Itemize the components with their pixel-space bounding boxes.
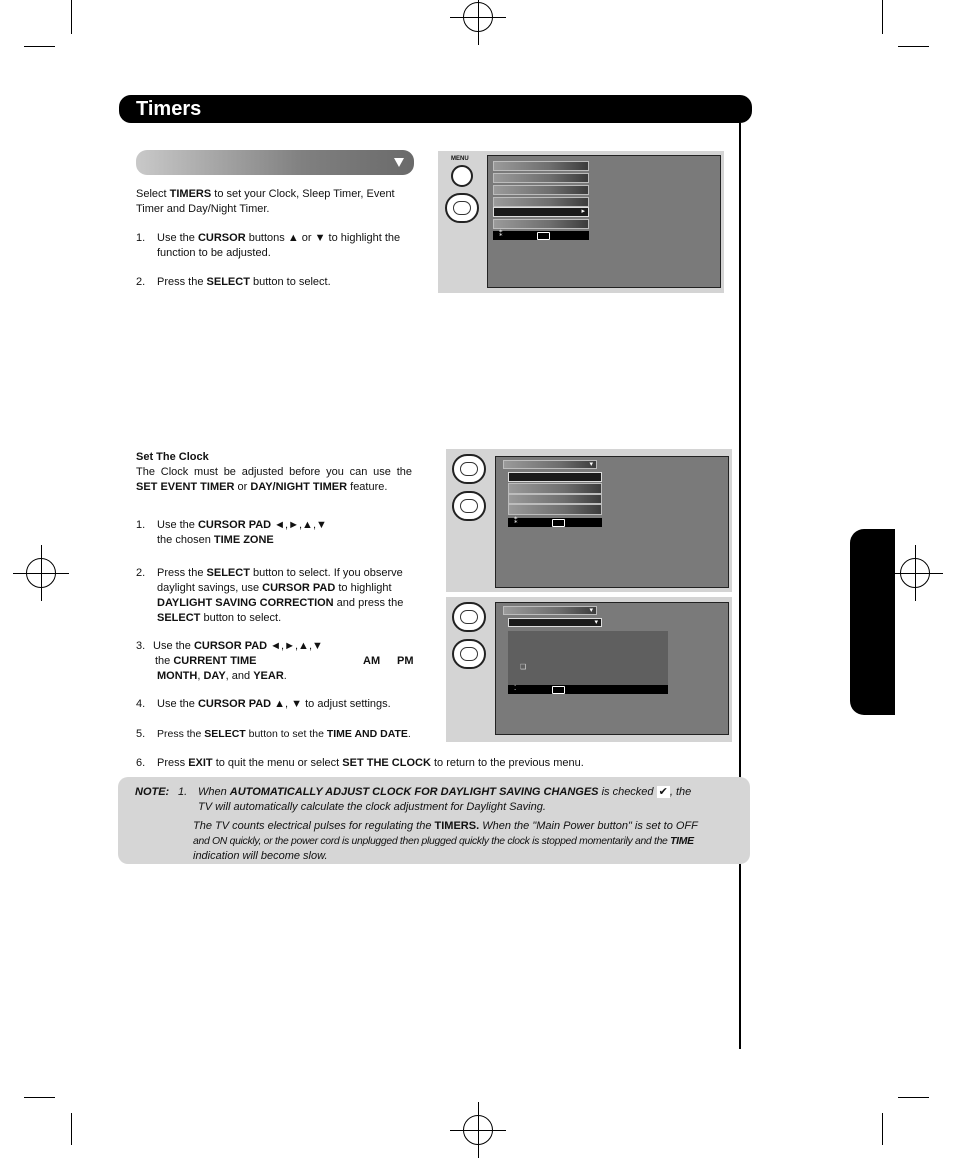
select-icon: ⁚ [514,685,517,692]
section2-intro: Set The Clock The Clock must be adjusted before you can use the SET EVENT TIMER or DAY/NIGHT TIMER feature. [136,451,412,493]
section1-step1: Use the CURSOR buttons ▲ or ▼ to highlight the function to be adjusted. [157,232,401,259]
dropdown-icon [394,158,404,167]
menu-row [493,197,589,207]
select-icon: ⁑ [499,231,503,238]
menu-row-highlighted [493,207,589,217]
dropdown-icon: ▾ [589,607,593,614]
screen-panel-time [446,597,732,742]
checkbox-icon: ❑ [520,664,527,671]
side-tab [850,529,895,715]
tv-screen [495,602,729,735]
menu-row [493,173,589,183]
menu-status-bar [508,685,668,694]
menu-row [493,219,589,229]
tv-screen [495,456,729,588]
step-number: 2. [136,276,146,288]
note-line5: indication will become slow. [193,850,328,862]
menu-row-highlighted [508,472,602,482]
tv-screen [487,155,721,288]
menu-row [508,483,602,494]
page-title: Timers [119,95,752,123]
select-icon: ⁑ [514,518,518,525]
section1-intro: Select TIMERS to set your Clock, Sleep Timer, Event Timer and Day/Night Timer. [136,188,395,215]
step-number: 1. [136,232,146,244]
menu-status-bar [508,518,602,527]
select-button-icon [452,639,486,669]
section2-step3: Use the CURSOR PAD ◄,►,▲,▼ the CURRENT TIME AM PM MONTH, DAY, and YEAR. [153,640,414,682]
vertical-rule [739,123,741,1049]
section2-step6: Press EXIT to quit the menu or select SET THE CLOCK to return to the previous menu. [157,757,584,769]
section2-step5: Press the SELECT button to set the TIME AND DATE. [157,728,411,740]
cursor-pad-icon [452,454,486,484]
menu-label: MENU [451,156,469,162]
step-number: 1. [136,519,146,531]
menu-row [508,504,602,515]
section2-step1: Use the CURSOR PAD ◄,►,▲,▼ the chosen TIME ZONE [157,519,327,546]
step-number: 5. [136,728,146,740]
note-line1: When AUTOMATICALLY ADJUST CLOCK FOR DAYLIGHT SAVING CHANGES is checked ✔ , the [198,786,692,798]
note-line3: The TV counts electrical pulses for regulating the TIMERS. When the "Main Power button" is set to OFF [193,820,698,832]
menu-status-bar [493,231,589,240]
note-line4: and ON quickly, or the power cord is unplugged then plugged quickly the clock is stopped momentarily and the TIME [193,836,694,847]
arrow-right-icon: ▸ [581,208,585,215]
menu-row [508,494,602,504]
section-heading: Set The Clock [136,451,209,463]
step-number: 3. [136,640,146,652]
menu-button-icon [451,165,473,187]
cursor-pad-icon [445,193,479,223]
section2-step4: Use the CURSOR PAD ▲, ▼ to adjust settings. [157,698,391,710]
menu-title-row [503,460,597,469]
menu-row [493,161,589,171]
select-button-icon [452,491,486,521]
section2-step2: Press the SELECT button to select. If you observe daylight savings, use CURSOR PAD to highlight DAYLIGHT SAVING CORRECTION and press the SELECT button to select. [157,567,404,624]
step-number: 6. [136,757,146,769]
screen-panel-menu [438,151,724,293]
note-label: NOTE: [135,786,170,798]
menu-row [493,185,589,195]
menu-title-row [503,606,597,615]
dropdown-icon: ▾ [589,461,593,468]
note-number: 1. [178,786,188,798]
note-line2: TV will automatically calculate the clock adjustment for Daylight Saving. [198,801,546,813]
section1-step2: Press the SELECT button to select. [157,276,331,288]
menu-subtitle-row [508,618,602,627]
step-number: 4. [136,698,146,710]
cursor-pad-icon [452,602,486,632]
check-icon: ✔ [658,786,668,798]
dropdown-icon: ▾ [594,619,598,626]
screen-panel-clock [446,449,732,592]
step-number: 2. [136,567,146,579]
section-header-pill [136,150,414,175]
clock-settings-box [508,631,668,685]
